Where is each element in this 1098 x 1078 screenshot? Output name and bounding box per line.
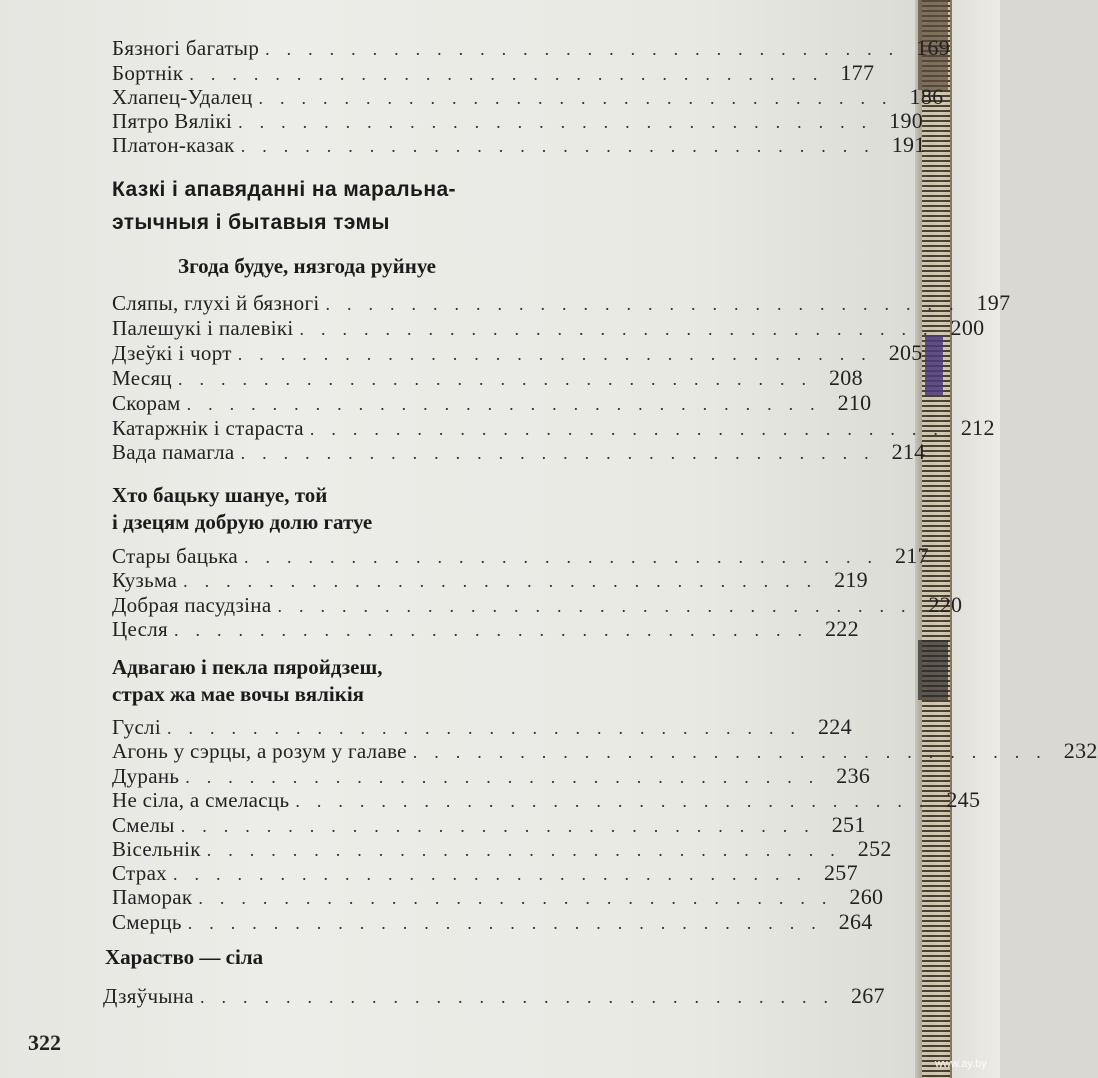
dot-leader: ..............................: [240, 443, 886, 463]
dot-leader: ..............................: [189, 64, 835, 84]
entry-page: 257: [823, 860, 858, 885]
toc-entry: [112, 738, 1098, 764]
entry-title: Сляпы, глухі й бязногі: [112, 291, 320, 315]
entry-title: Скорам: [112, 391, 181, 415]
entry-page: 245: [946, 787, 981, 812]
entry-page: 205: [888, 340, 923, 365]
dot-leader: ..............................: [265, 39, 911, 59]
toc-entry: [112, 390, 872, 416]
toc-entry: [112, 315, 985, 341]
entry-page: 190: [889, 108, 924, 133]
toc-entry: [103, 983, 885, 1009]
page-number: 322: [28, 1030, 61, 1055]
group-heading-line: Адвагаю і пекла пяройдзеш,: [112, 655, 383, 679]
entry-title: Бязногі багатыр: [112, 36, 260, 60]
entry-page: 260: [849, 884, 884, 909]
dot-leader: ..............................: [412, 742, 1058, 762]
entry-page: 217: [894, 543, 929, 568]
entry-title: Пятро Вялікі: [112, 109, 233, 133]
toc-entry: [112, 543, 929, 569]
dot-leader: ..............................: [277, 596, 923, 616]
entry-title: Добрая пасудзіна: [112, 593, 272, 617]
dot-leader: ..............................: [166, 718, 812, 738]
entry-page: 200: [950, 315, 985, 340]
entry-page: 251: [831, 812, 866, 837]
entry-page: 224: [817, 714, 852, 739]
entry-page: 177: [840, 60, 875, 85]
entry-title: Катаржнік і стараста: [112, 416, 304, 440]
entry-page: 232: [1063, 738, 1098, 763]
entry-title: Платон-казак: [112, 133, 235, 157]
dot-leader: ..............................: [183, 571, 829, 591]
entry-page: 222: [824, 616, 859, 641]
dot-leader: ..............................: [325, 294, 971, 314]
entry-title: Палешукі і палевікі: [112, 316, 294, 340]
toc-entry: [112, 365, 863, 391]
dot-leader: ..............................: [177, 369, 823, 389]
dot-leader: ..............................: [243, 547, 889, 567]
toc-entry: [112, 884, 884, 910]
entry-title: Гуслі: [112, 715, 161, 739]
entry-page: 191: [891, 132, 926, 157]
group-heading: Згода будуе, нязгода руйнуе: [178, 254, 436, 278]
toc-entry: [112, 787, 981, 813]
entry-title: Агонь у сэрцы, а розум у галаве: [112, 739, 407, 763]
toc-entry: [112, 812, 866, 838]
section-heading-line: Казкі і апавяданні на маральна-: [112, 178, 456, 201]
entry-page: 236: [836, 763, 871, 788]
entry-title: Хлапец-Удалец: [112, 85, 253, 109]
entry-title: Страх: [112, 861, 167, 885]
entry-title: Месяц: [112, 366, 172, 390]
entry-page: 169: [916, 35, 951, 60]
toc-entry: [112, 132, 926, 158]
dot-leader: ..............................: [187, 913, 833, 933]
watermark: www.ay.by: [935, 1058, 987, 1070]
dot-leader: ..............................: [299, 319, 945, 339]
entry-title: Цесля: [112, 617, 168, 641]
toc-entry: [112, 35, 951, 61]
toc-entry: [112, 340, 923, 366]
toc-entry: [112, 909, 873, 935]
group-heading-line: і дзецям добрую долю гатуе: [112, 510, 373, 534]
facing-page-edge: [952, 0, 1000, 1078]
dot-leader: ..............................: [173, 620, 819, 640]
toc-entry: [112, 836, 892, 862]
group-heading-line: страх жа мае вочы вялікія: [112, 682, 365, 706]
entry-page: 264: [838, 909, 873, 934]
entry-title: Дзяўчына: [103, 984, 194, 1008]
entry-title: Вісельнік: [112, 837, 201, 861]
section-heading-line: этычныя і бытавыя тэмы: [112, 211, 390, 234]
entry-title: Смерць: [112, 910, 182, 934]
entry-page: 220: [928, 592, 963, 617]
spine-tape: [918, 640, 948, 700]
entry-page: 219: [834, 567, 868, 592]
dot-leader: ..............................: [206, 840, 852, 860]
toc-entry: [112, 108, 924, 134]
section-heading: [112, 173, 456, 239]
entry-title: Не сіла, а смеласць: [112, 788, 290, 812]
entry-title: Дзеўкі і чорт: [112, 341, 232, 365]
entry-page: 252: [857, 836, 892, 861]
entry-page: 214: [891, 439, 926, 464]
toc-entry: [112, 290, 1011, 316]
toc-entry: [112, 439, 926, 465]
dot-leader: ..............................: [172, 864, 818, 884]
entry-page: 212: [960, 415, 995, 440]
entry-title: Дурань: [112, 764, 180, 788]
dot-leader: ..............................: [258, 88, 904, 108]
entry-title: Кузьма: [112, 568, 178, 592]
toc-entry: [112, 763, 871, 789]
entry-title: Бортнік: [112, 61, 184, 85]
dot-leader: ..............................: [186, 394, 832, 414]
entry-page: 186: [909, 84, 944, 109]
entry-title: Вада памагла: [112, 440, 235, 464]
toc-entry: [112, 84, 944, 110]
dot-leader: ..............................: [180, 816, 826, 836]
dot-leader: ..............................: [198, 888, 844, 908]
entry-title: Паморак: [112, 885, 193, 909]
group-heading: Хараство — сіла: [105, 945, 264, 969]
dot-leader: ..............................: [185, 767, 831, 787]
entry-title: Стары бацька: [112, 544, 238, 568]
toc-entry: [112, 60, 875, 86]
toc-entry: [112, 860, 858, 886]
dot-leader: ..............................: [237, 344, 883, 364]
toc-entry: [112, 592, 963, 618]
entry-page: 208: [828, 365, 863, 390]
toc-entry: [112, 415, 995, 441]
entry-page: 210: [837, 390, 872, 415]
toc-entry: [112, 567, 868, 593]
dot-leader: ..............................: [309, 419, 955, 439]
dot-leader: ..............................: [295, 791, 941, 811]
book-spine: [922, 0, 950, 1078]
entry-page: 197: [976, 290, 1011, 315]
toc-entry: [112, 616, 859, 642]
group-heading: [112, 482, 372, 536]
dot-leader: ..............................: [199, 987, 845, 1007]
dot-leader: ..............................: [240, 136, 886, 156]
group-heading-line: Хто бацьку шануе, той: [112, 483, 328, 507]
dot-leader: ..............................: [238, 112, 884, 132]
entry-title: Смелы: [112, 813, 175, 837]
toc-entry: [112, 714, 852, 740]
group-heading: [112, 654, 382, 708]
spine-stain: [925, 335, 943, 395]
entry-page: 267: [850, 983, 885, 1008]
